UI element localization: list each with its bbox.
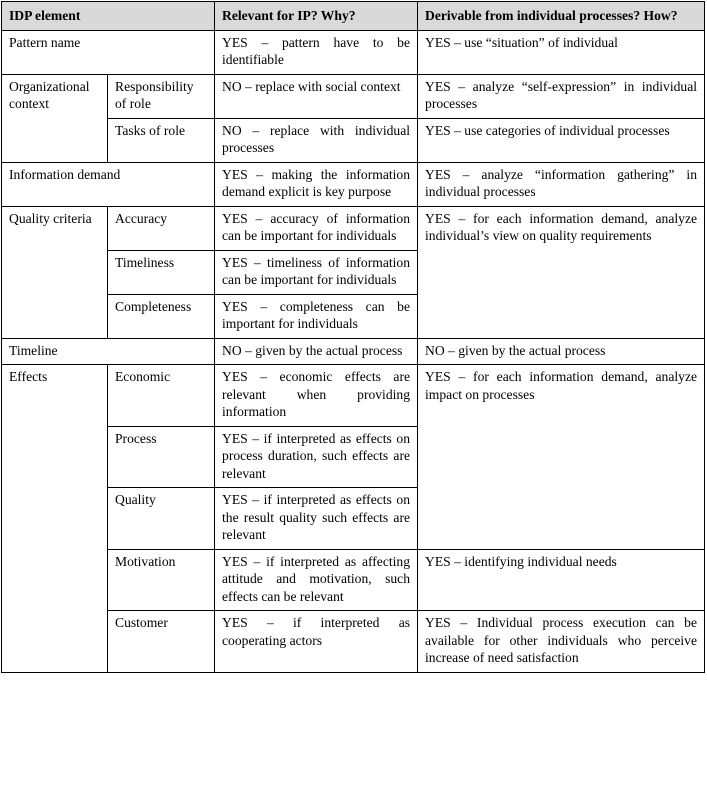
table-row [2,30,705,74]
relevant-cell: YES – if interpreted as effects on the result quality such effects are relevant [215,488,418,550]
element-cell: Quality criteria [2,206,108,338]
relevant-cell: YES – making the information demand explicit is key purpose [215,162,418,206]
derivable-cell: YES – identifying individual needs [418,549,705,611]
sub-element-cell: Customer [108,611,215,673]
table-row [2,118,705,162]
sub-element-cell: Completeness [108,294,215,338]
header-idp-element: IDP element [2,2,215,31]
sub-element-cell: Responsibility of role [108,74,215,118]
derivable-cell: YES – for each information demand, analyze individual’s view on quality requirements [418,206,705,338]
relevant-cell: YES – timeliness of information can be important for individuals [215,250,418,294]
header-relevant: Relevant for IP? Why? [215,2,418,31]
element-cell: Information demand [2,162,215,206]
relevant-cell: NO – given by the actual process [215,338,418,365]
sub-element-cell: Tasks of role [108,118,215,162]
element-cell: Effects [2,365,108,673]
relevant-cell: NO – replace with individual processes [215,118,418,162]
relevant-cell: YES – economic effects are relevant when providing information [215,365,418,427]
derivable-cell: YES – for each information demand, analyze impact on processes [418,365,705,550]
derivable-cell: YES – use categories of individual processes [418,118,705,162]
relevant-cell: YES – if interpreted as cooperating actors [215,611,418,673]
relevant-cell: YES – if interpreted as effects on process duration, such effects are relevant [215,426,418,488]
table-row [2,338,705,365]
element-cell: Organizational context [2,74,108,162]
element-cell: Pattern name [2,30,215,74]
header-derivable: Derivable from individual processes? How? [418,2,705,31]
table-row [2,206,705,250]
derivable-cell: NO – given by the actual process [418,338,705,365]
derivable-cell: YES – Individual process execution can be available for other individuals who perceive increase of need satisfaction [418,611,705,673]
element-cell: Timeline [2,338,215,365]
relevant-cell: NO – replace with social context [215,74,418,118]
table-row [2,549,705,611]
sub-element-cell: Economic [108,365,215,427]
relevant-cell: YES – pattern have to be identifiable [215,30,418,74]
sub-element-cell: Process [108,426,215,488]
table-row [2,162,705,206]
sub-element-cell: Motivation [108,549,215,611]
sub-element-cell: Quality [108,488,215,550]
relevant-cell: YES – accuracy of information can be important for individuals [215,206,418,250]
sub-element-cell: Timeliness [108,250,215,294]
header-row [2,2,705,31]
relevant-cell: YES – if interpreted as affecting attitude and motivation, such effects can be relevant [215,549,418,611]
derivable-cell: YES – analyze “self-expression” in individual processes [418,74,705,118]
derivable-cell: YES – use “situation” of individual [418,30,705,74]
idp-comparison-table [1,1,705,673]
table-row [2,74,705,118]
relevant-cell: YES – completeness can be important for individuals [215,294,418,338]
table-row [2,365,705,427]
derivable-cell: YES – analyze “information gathering” in individual processes [418,162,705,206]
sub-element-cell: Accuracy [108,206,215,250]
table-row [2,611,705,673]
